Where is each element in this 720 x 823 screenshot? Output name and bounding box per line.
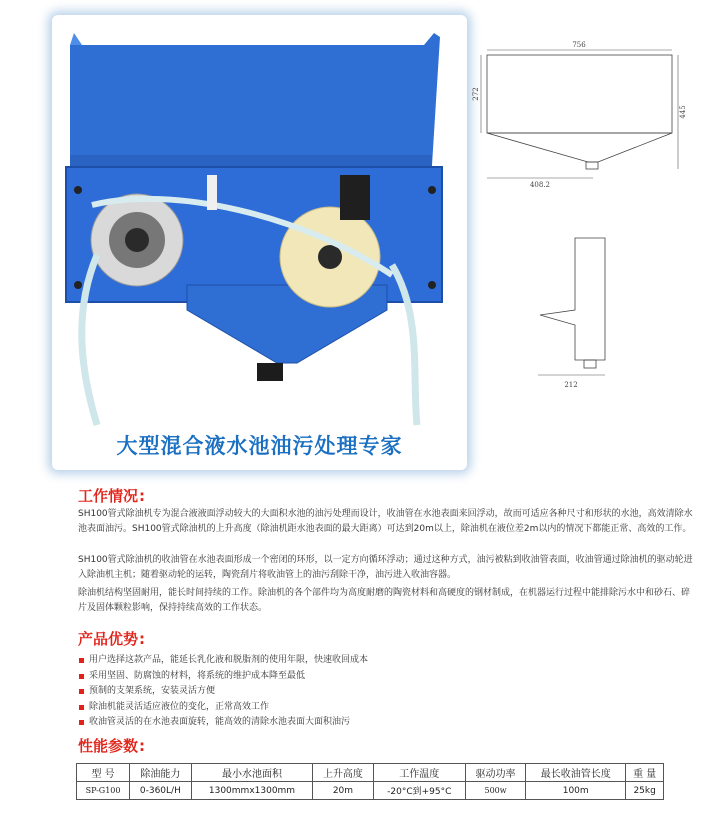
bullet-icon [79, 674, 84, 679]
work-paragraph-1: SH100管式除油机专为混合液液面浮动较大的大面积水池的油污处理而设计，收油管在水池表面来回浮动，故而可适应各种尺寸和形状的水池，高效清除水池表面油污。SH100管式除油机的上升高度（除油机距水池表面的最大距离）可达到20m以上，除油机在液位差2m以内的情况下都能正常、高效的工作。 [78, 509, 693, 534]
table-row [77, 782, 664, 800]
work-paragraph-3: 除油机结构坚固耐用，能长时间持续的工作。除油机的各个部件均为高度耐磨的陶瓷材料和高硬度的钢材制成，在机器运行过程中能排除污水中和砂石、碎片及固体颗粒影响，保持持续高效的工作状态。 [78, 588, 691, 613]
col-lift-height: 上升高度 [313, 764, 373, 782]
advantages-heading-colon: : [139, 630, 146, 648]
cell-tube-length: 100m [526, 782, 626, 800]
dim-width-front: 756 [572, 41, 586, 49]
side-view-drawing [538, 238, 605, 389]
list-item: 除油机能灵活适应液位的变化，正常高效工作 [78, 700, 678, 716]
product-photo-card [52, 15, 467, 470]
col-model: 型 号 [77, 764, 130, 782]
col-capacity: 除油能力 [130, 764, 191, 782]
cell-lift-height: 20m [313, 782, 373, 800]
cell-min-area: 1300mmx1300mm [191, 782, 313, 800]
advantages-heading [78, 628, 145, 649]
list-item: 收油管灵活的在水池表面旋转，能高效的清除水池表面大面积油污 [78, 715, 678, 731]
cell-temperature: -20°C到+95°C [373, 782, 466, 800]
bullet-icon [79, 689, 84, 694]
bullet-icon [79, 720, 84, 725]
cell-weight: 25kg [626, 782, 664, 800]
dim-width-side: 212 [564, 381, 578, 389]
skimmer-machine-illustration [52, 15, 467, 470]
col-min-area: 最小水池面积 [191, 764, 313, 782]
params-heading-colon: : [139, 737, 146, 755]
drain-outlet [257, 363, 283, 381]
dim-bottom-front: 408.2 [529, 181, 551, 189]
col-tube-length: 最长收油管长度 [526, 764, 626, 782]
motor-box [340, 175, 370, 220]
list-item: 采用坚固、防腐蚀的材料，将系统的维护成本降至最低 [78, 669, 678, 685]
col-temperature: 工作温度 [373, 764, 466, 782]
dim-height-front-left: 272 [472, 87, 480, 101]
params-heading [78, 735, 145, 756]
advantages-list [78, 653, 678, 731]
cell-model: SP-G100 [77, 782, 130, 800]
col-power: 驱动功率 [466, 764, 526, 782]
work-heading-text: 工作情况 [78, 487, 139, 505]
front-view-drawing [472, 41, 687, 189]
advantages-heading-text: 产品优势 [78, 630, 139, 648]
technical-drawings [472, 20, 715, 420]
machine-lid [70, 33, 440, 165]
cell-power: 500w [466, 782, 526, 800]
params-heading-text: 性能参数 [78, 737, 139, 755]
banner-title: 大型混合液水池油污处理专家 [116, 434, 403, 458]
cell-capacity: 0-360L/H [130, 782, 191, 800]
list-item: 预制的支架系统，安装灵活方便 [78, 684, 678, 700]
list-item: 用户选择这款产品，能延长乳化液和脱脂剂的使用年限，快速收回成本 [78, 653, 678, 669]
work-paragraph-2: SH100管式除油机的收油管在水池表面形成一个密闭的环形，以一定方向循环浮动；通过这种方式，油污被粘到收油管表面，收油管通过除油机的驱动轮进入除油机主机；随着驱动轮的运转，陶瓷刮片将收油管上的油污刮除干净，油污进入收油容器。 [78, 555, 693, 580]
spec-table [76, 763, 664, 800]
table-header-row [77, 764, 664, 782]
work-heading-colon: : [139, 487, 146, 505]
dim-height-front-right: 445 [679, 105, 687, 119]
bullet-icon [79, 658, 84, 663]
col-weight: 重 量 [626, 764, 664, 782]
work-heading [78, 485, 145, 506]
bullet-icon [79, 705, 84, 710]
